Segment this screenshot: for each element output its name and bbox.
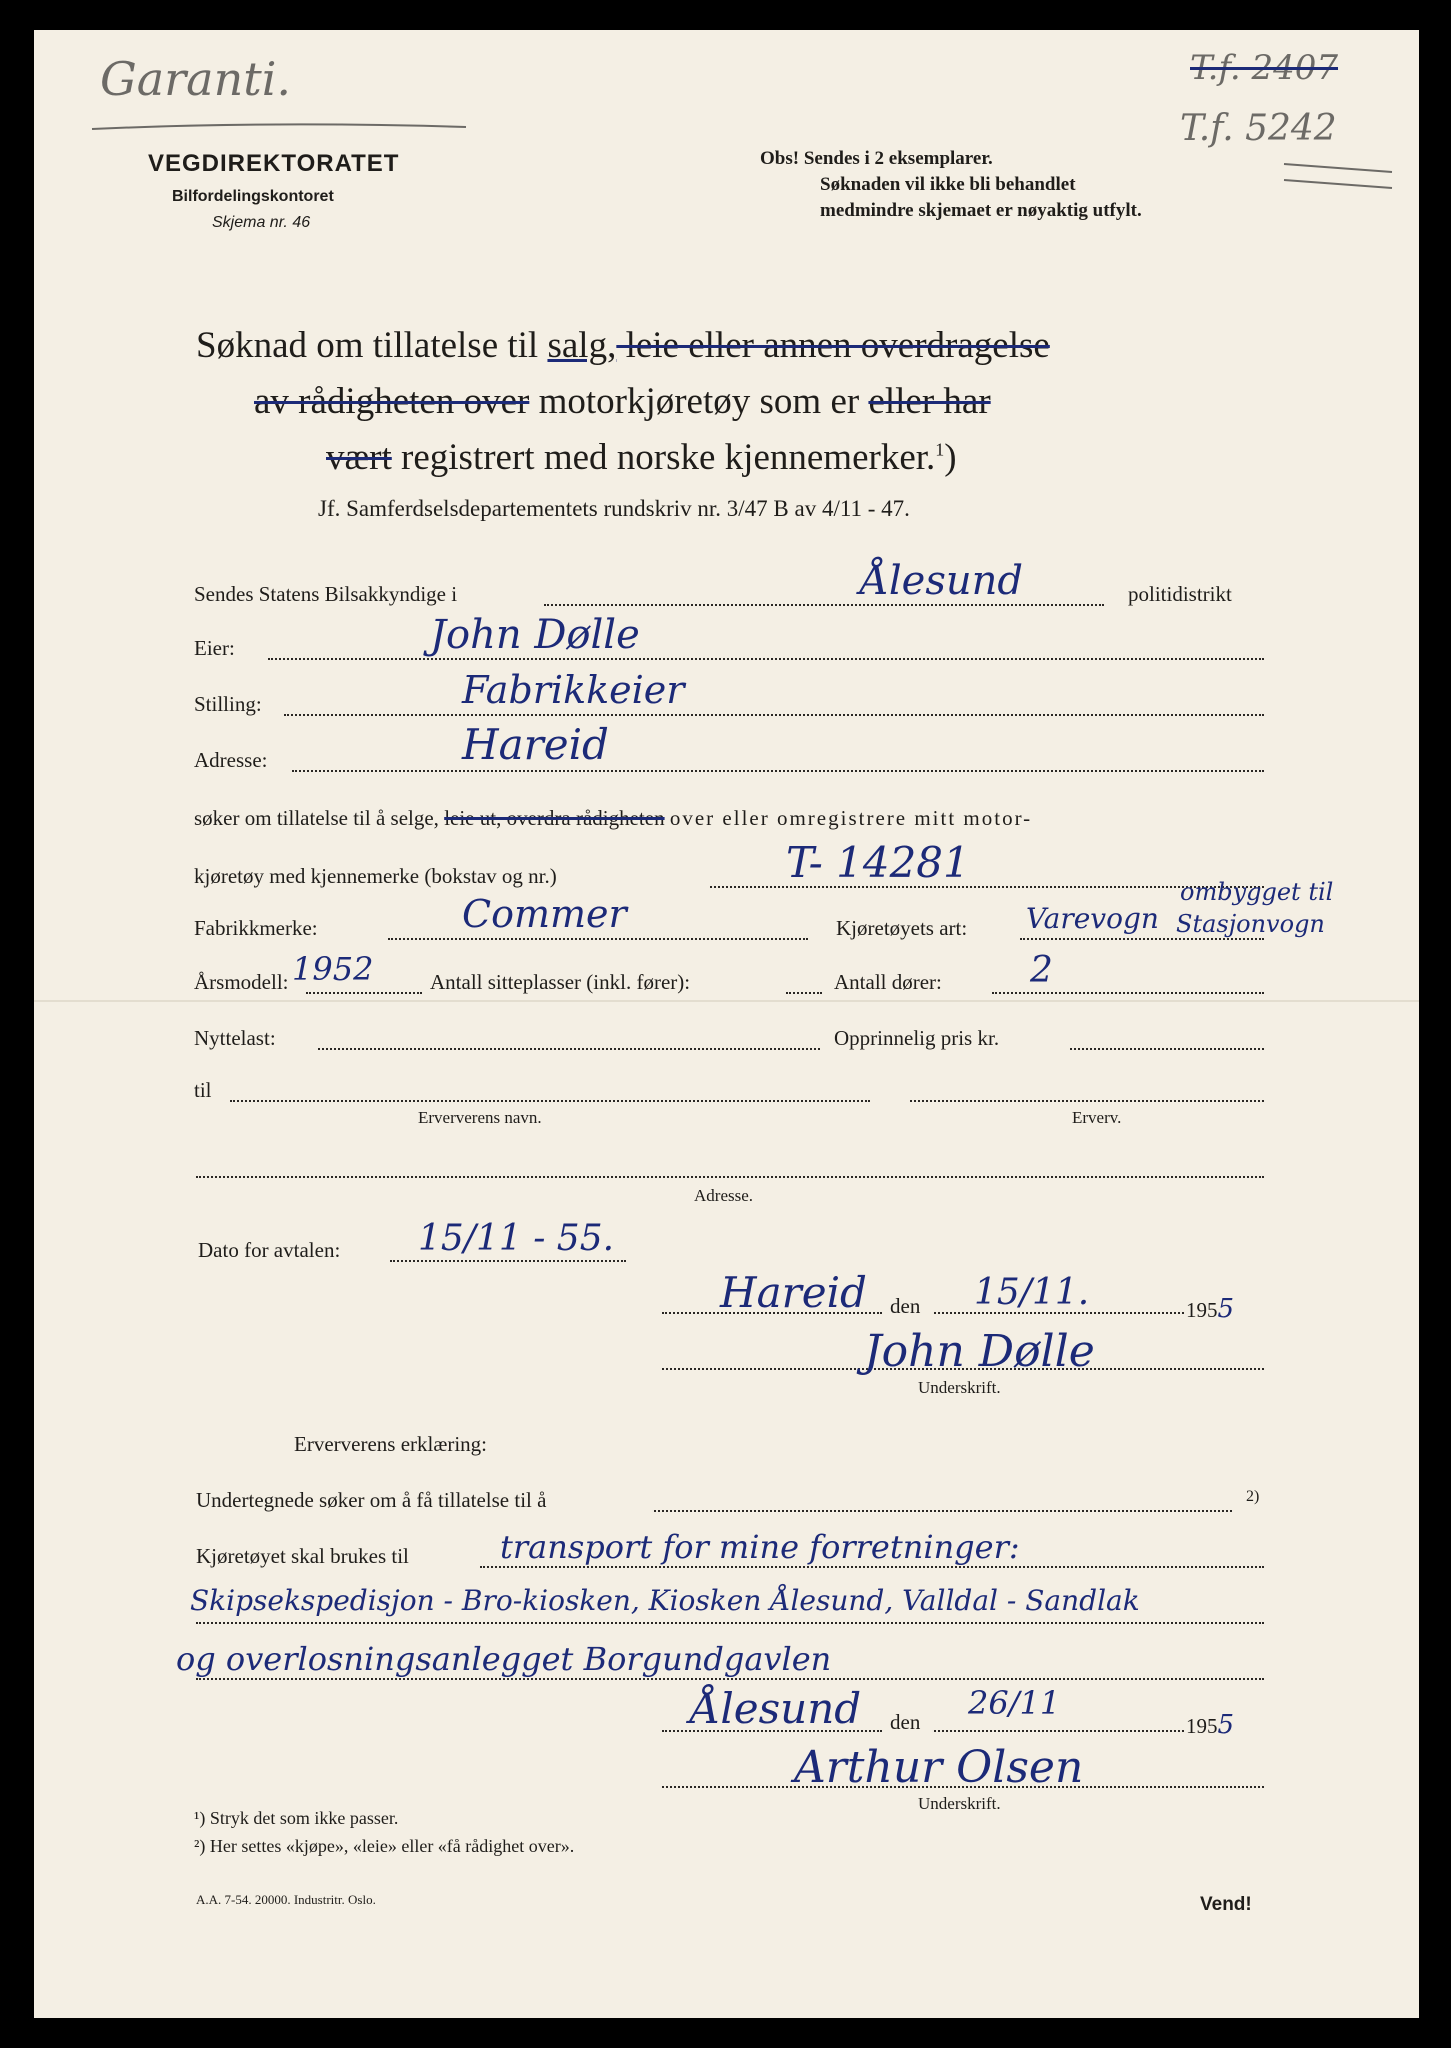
stilling-line [284, 714, 1264, 716]
declaration-use-2: Skipsekspedisjon - Bro-kiosken, Kiosken Ålesund, Valldal - Sandlak [190, 1584, 1140, 1617]
eier-line [268, 658, 1264, 660]
title-line-1: Søknad om tillatelse til salg, leie eller annen overdragelse [196, 325, 1050, 366]
sign2-date-line [934, 1730, 1184, 1732]
dorer-line [992, 992, 1264, 994]
declaration-use-1: transport for mine forretninger: [500, 1528, 1020, 1566]
art-note-2: Stasjonvogn [1176, 910, 1325, 938]
dato-line [390, 1260, 626, 1262]
declaration-line1 [654, 1510, 1232, 1512]
sendes-value: Ålesund [860, 558, 1024, 604]
dorer-label: Antall dører: [834, 970, 942, 994]
sitteplasser-line [786, 992, 822, 994]
arsmodell-value: 1952 [292, 950, 374, 988]
declaration-line4 [196, 1678, 1264, 1680]
declaration-line3 [196, 1622, 1264, 1624]
sign1-year: 1955 [1186, 1294, 1235, 1324]
footnote-2: ²) Her settes «kjøpe», «leie» eller «få rådighet over». [194, 1836, 575, 1856]
fold-line [34, 1000, 1419, 1002]
pris-line [1070, 1048, 1264, 1050]
art-line [1020, 938, 1264, 940]
nyttelast-label: Nyttelast: [194, 1026, 276, 1050]
title-line-2: av rådigheten over motorkjøretøy som er eller har [254, 381, 991, 422]
sendes-suffix: politidistrikt [1128, 582, 1232, 606]
vend-label: Vend! [1200, 1894, 1252, 1915]
annotation-top-right-1: T.f. 2407 [1190, 48, 1339, 88]
declaration-line2 [480, 1566, 1264, 1568]
art-value: Varevogn [1026, 902, 1159, 935]
til-name-line [230, 1100, 870, 1102]
erverv-caption: Erverv. [1072, 1108, 1122, 1127]
kjennemerke-label: kjøretøy med kjennemerke (bokstav og nr.) [194, 864, 557, 888]
stilling-label: Stilling: [194, 692, 262, 716]
art-note-1: ombygget til [1180, 878, 1334, 906]
sign2-signature: Arthur Olsen [794, 1742, 1084, 1793]
fabrikk-line [388, 938, 808, 940]
notice-line-3: medmindre skjemaet er nøyaktig utfylt. [820, 200, 1142, 221]
printer-mark: A.A. 7-54. 20000. Industritr. Oslo. [196, 1892, 376, 1907]
declaration-heading: Erververens erklæring: [294, 1432, 488, 1456]
dorer-value: 2 [1030, 950, 1053, 991]
soker-text: søker om tillatelse til å selge, leie ut, overdra rådigheten over eller omregistrere mitt motor- [194, 806, 1033, 830]
sendes-label: Sendes Statens Bilsakkyndige i [194, 582, 458, 606]
nyttelast-line [318, 1048, 820, 1050]
pris-label: Opprinnelig pris kr. [834, 1026, 1000, 1050]
fabrikk-value: Commer [462, 892, 627, 936]
sign2-year: 1955 [1186, 1710, 1235, 1740]
annotation-double-underline [1280, 150, 1400, 200]
eier-label: Eier: [194, 636, 235, 660]
title-line-3: vært registrert med norske kjennemerker.$^1$) [326, 437, 957, 478]
sign1-date: 15/11. [974, 1272, 1090, 1313]
notice-line-1: Obs! Sendes i 2 eksemplarer. [760, 148, 993, 169]
til-label: til [194, 1078, 212, 1102]
declaration-line1-label: Undertegnede søker om å få tillatelse til å [196, 1488, 547, 1512]
office-name: Bilfordelingskontoret [172, 188, 334, 205]
til-erverv-line [910, 1100, 1264, 1102]
dato-label: Dato for avtalen: [198, 1238, 341, 1262]
form-number: Skjema nr. 46 [212, 214, 311, 231]
sign1-place: Hareid [720, 1268, 867, 1317]
sign2-den: den [890, 1710, 921, 1734]
art-label: Kjøretøyets art: [836, 916, 968, 940]
sign2-caption: Underskrift. [918, 1794, 1001, 1813]
declaration-use-3: og overlosningsanlegget Borgundgavlen [176, 1640, 832, 1678]
annotation-top-right-2: T.f. 5242 [1180, 108, 1337, 149]
erververens-navn-caption: Erververens navn. [418, 1108, 542, 1127]
stilling-value: Fabrikkeier [462, 668, 685, 712]
sitteplasser-label: Antall sitteplasser (inkl. fører): [430, 970, 691, 994]
kjennemerke-value: T- 14281 [786, 838, 970, 887]
sendes-line [544, 604, 1104, 606]
declaration-line2-label: Kjøretøyet skal brukes til [196, 1544, 409, 1568]
sign1-caption: Underskrift. [918, 1378, 1001, 1397]
agency-name: VEGDIREKTORATET [148, 150, 400, 177]
adresse-line [292, 770, 1264, 772]
footnote-1: ¹) Stryk det som ikke passer. [194, 1808, 399, 1828]
sign2-date: 26/11 [968, 1684, 1061, 1722]
fabrikk-label: Fabrikkmerke: [194, 916, 318, 940]
sign2-place: Ålesund [690, 1684, 862, 1733]
annotation-top-left: Garanti. [100, 52, 292, 106]
dato-value: 15/11 - 55. [418, 1218, 615, 1259]
adresse-value: Hareid [462, 720, 609, 769]
eier-value: John Dølle [430, 612, 640, 658]
adresse-caption: Adresse. [694, 1186, 754, 1205]
declaration-line1-note: 2) [1246, 1488, 1260, 1505]
title-reference: Jf. Samferdselsdepartementets rundskriv nr. 3/47 B av 4/11 - 47. [318, 496, 910, 521]
arsmodell-label: Årsmodell: [194, 970, 289, 994]
adresse-label: Adresse: [194, 748, 268, 772]
adresse-erverver-line [196, 1176, 1264, 1178]
sign1-signature: John Dølle [864, 1326, 1095, 1377]
annotation-underline [90, 115, 470, 135]
sign1-den: den [890, 1294, 921, 1318]
arsmodell-line [306, 992, 422, 994]
notice-line-2: Søknaden vil ikke bli behandlet [820, 174, 1076, 195]
